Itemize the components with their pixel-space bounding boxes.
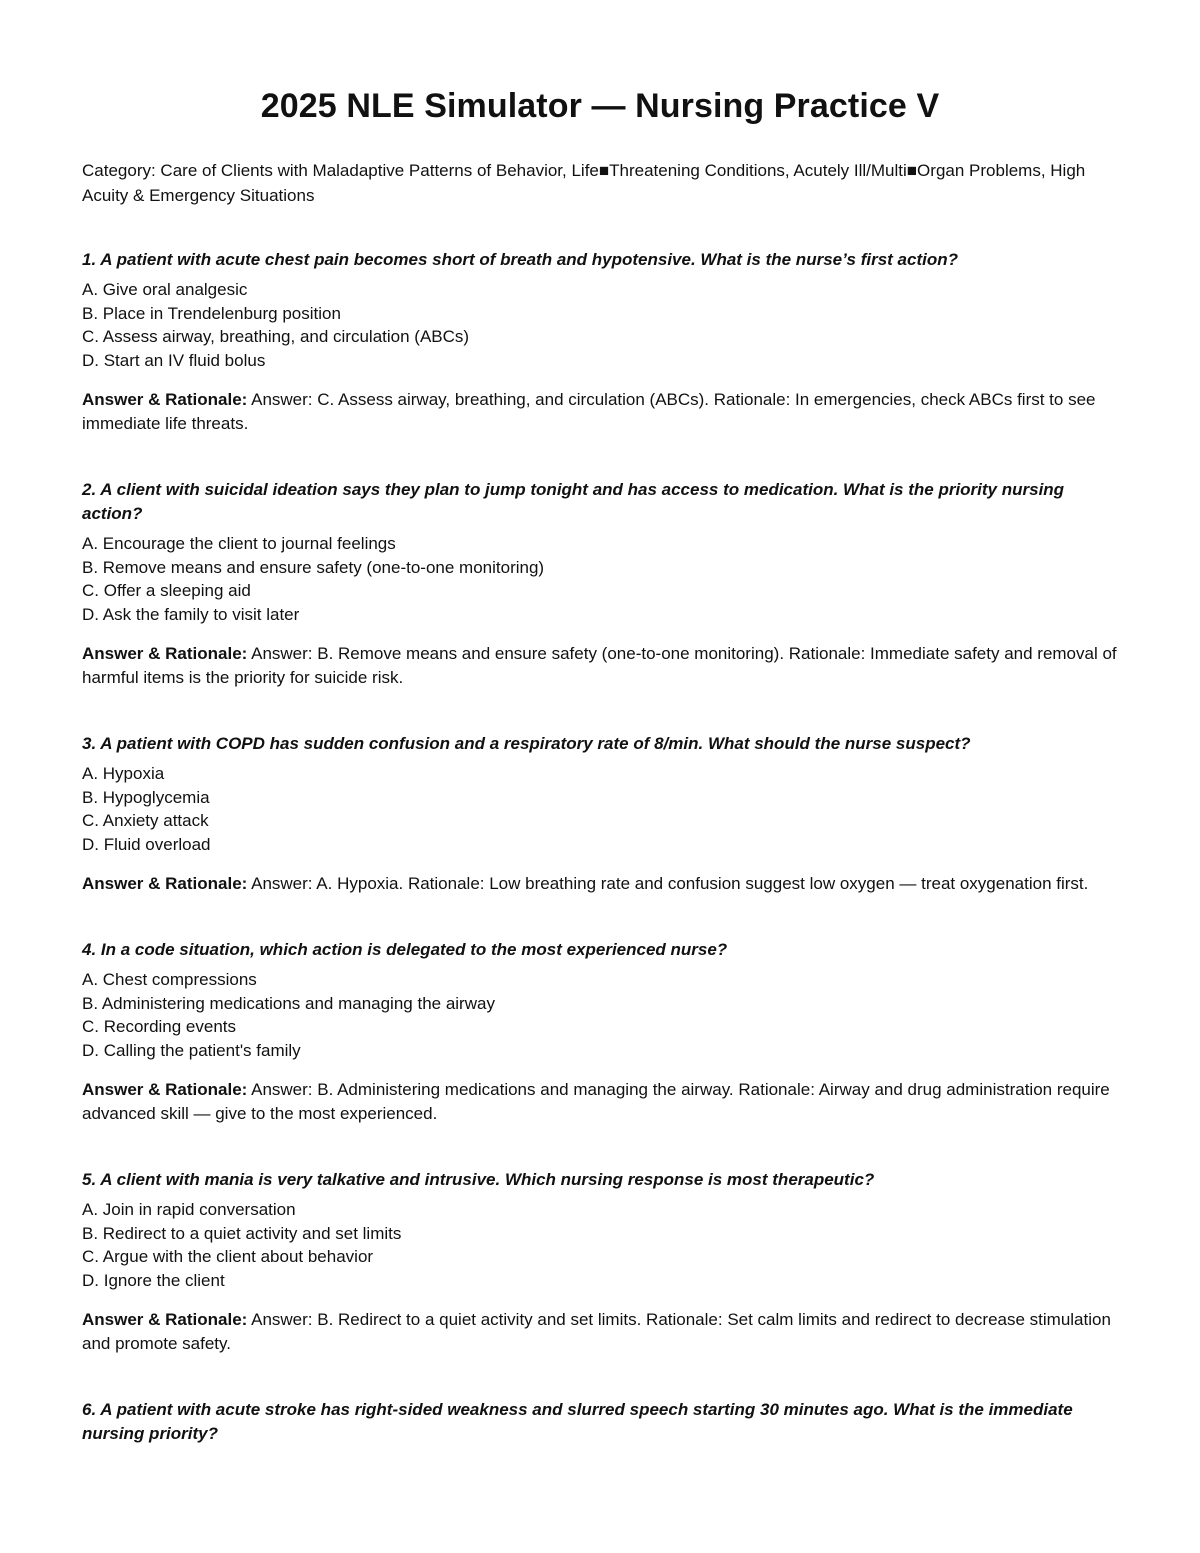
option-b: B. Administering medications and managing the airway: [82, 993, 495, 1013]
answer-text: Answer: C. Assess airway, breathing, and circulation (ABCs). Rationale: In emergencies, check ABCs first to see immediate life threats.: [82, 390, 1096, 433]
answer-text: Answer: B. Remove means and ensure safety (one-to-one monitoring). Rationale: Immediate safety and removal of harmful items is the priority for suicide risk.: [82, 644, 1117, 687]
answer-label: Answer & Rationale:: [82, 1310, 248, 1329]
answer-rationale: [82, 642, 1118, 690]
answer-text: Answer: A. Hypoxia. Rationale: Low breathing rate and confusion suggest low oxygen — treat oxygenation first.: [251, 874, 1089, 893]
option-b: B. Redirect to a quiet activity and set limits: [82, 1223, 402, 1243]
question-block: [82, 248, 1118, 436]
question-text: 1. A patient with acute chest pain becomes short of breath and hypotensive. What is the nurse’s first action?: [82, 250, 958, 269]
option-a: A. Hypoxia: [82, 764, 165, 783]
page-title: 2025 NLE Simulator — Nursing Practice V: [260, 87, 940, 125]
answer-text: Answer: B. Administering medications and managing the airway. Rationale: Airway and drug administration require advanced skill — give to the most experienced.: [82, 1080, 1110, 1123]
answer-label: Answer & Rationale:: [82, 874, 248, 893]
option-c: C. Recording events: [82, 1017, 237, 1036]
question-block: [82, 478, 1118, 690]
option-c: C. Offer a sleeping aid: [82, 581, 251, 600]
option-b: B. Hypoglycemia: [82, 787, 210, 807]
question-block: [82, 1398, 1118, 1446]
option-a: A. Give oral analgesic: [82, 280, 248, 299]
option-a: A. Encourage the client to journal feelings: [82, 534, 396, 553]
answer-text: Answer: B. Redirect to a quiet activity and set limits. Rationale: Set calm limits and redirect to decrease stimulation and promote safety.: [82, 1310, 1111, 1353]
question-block: [82, 1168, 1118, 1356]
options-list: [82, 278, 1118, 372]
category-text: Category: Care of Clients with Maladaptive Patterns of Behavior, Life■Threatening Conditions, Acutely Ill/Multi■Organ Problems, High Acuity & Emergency Situations: [82, 161, 1086, 205]
option-d: D. Start an IV fluid bolus: [82, 350, 266, 370]
answer-rationale: [82, 872, 1118, 896]
question-text: 6. A patient with acute stroke has right-sided weakness and slurred speech starting 30 minutes ago. What is the immediate nursing priority?: [82, 1400, 1073, 1443]
options-list: [82, 1198, 1118, 1292]
question-text: 3. A patient with COPD has sudden confusion and a respiratory rate of 8/min. What should the nurse suspect?: [82, 734, 971, 753]
answer-rationale: [82, 1308, 1118, 1356]
option-c: C. Argue with the client about behavior: [82, 1247, 374, 1266]
answer-rationale: [82, 388, 1118, 436]
answer-label: Answer & Rationale:: [82, 1080, 248, 1099]
option-c: C. Anxiety attack: [82, 811, 209, 830]
options-list: [82, 968, 1118, 1062]
option-d: D. Fluid overload: [82, 834, 211, 854]
option-d: D. Ignore the client: [82, 1270, 225, 1290]
options-list: [82, 532, 1118, 626]
question-text: 5. A client with mania is very talkative and intrusive. Which nursing response is most therapeutic?: [82, 1170, 875, 1189]
answer-label: Answer & Rationale:: [82, 390, 248, 409]
option-a: A. Chest compressions: [82, 970, 257, 989]
option-d: D. Ask the family to visit later: [82, 604, 300, 624]
question-text: 4. In a code situation, which action is delegated to the most experienced nurse?: [82, 940, 728, 959]
question-text: 2. A client with suicidal ideation says they plan to jump tonight and has access to medication. What is the priority nursing action?: [82, 480, 1065, 523]
question-block: [82, 732, 1118, 896]
option-b: B. Place in Trendelenburg position: [82, 303, 341, 323]
question-block: [82, 938, 1118, 1126]
answer-label: Answer & Rationale:: [82, 644, 248, 663]
option-b: B. Remove means and ensure safety (one-to-one monitoring): [82, 557, 545, 577]
option-a: A. Join in rapid conversation: [82, 1200, 296, 1219]
answer-rationale: [82, 1078, 1118, 1126]
option-c: C. Assess airway, breathing, and circulation (ABCs): [82, 327, 470, 346]
option-d: D. Calling the patient's family: [82, 1040, 301, 1060]
options-list: [82, 762, 1118, 856]
